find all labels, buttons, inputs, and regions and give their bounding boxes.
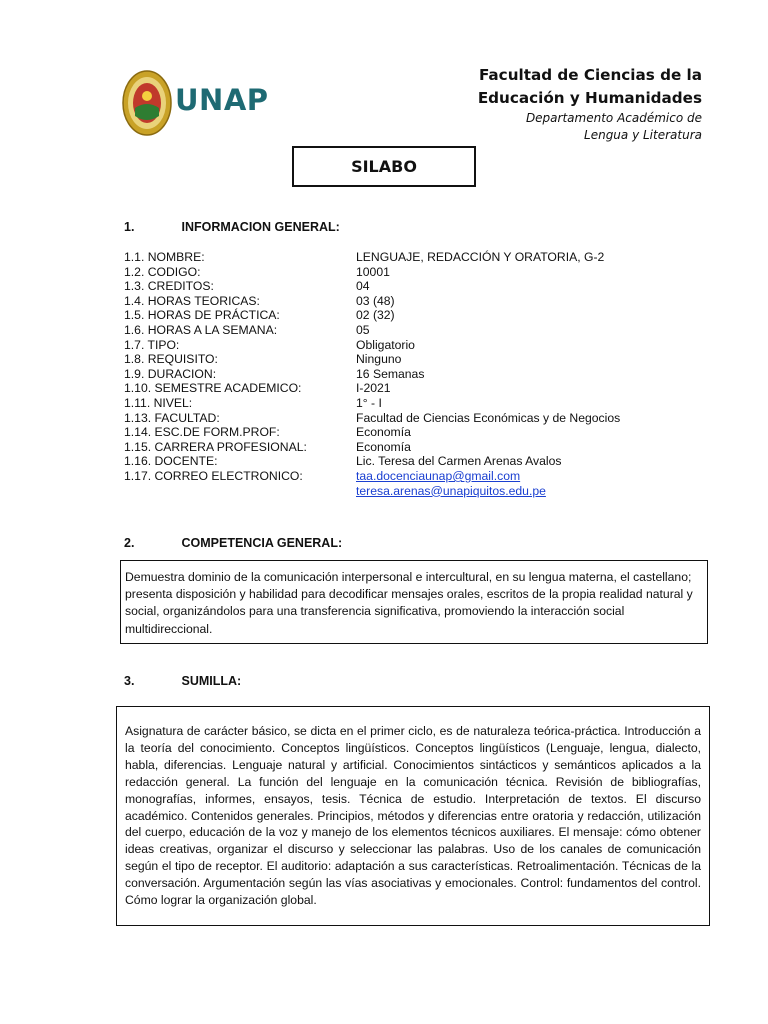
competencia-box — [120, 560, 708, 644]
info-label: 1.9. DURACION: — [124, 366, 217, 381]
info-label: 1.7. TIPO: — [124, 337, 180, 352]
info-value: LENGUAJE, REDACCIÓN Y ORATORIA, G-2 — [356, 250, 605, 264]
faculty-header — [478, 64, 702, 144]
info-row — [124, 469, 620, 484]
info-label: 1.14. ESC.DE FORM.PROF: — [124, 425, 280, 440]
info-label — [124, 484, 356, 499]
section-number: 2. — [124, 536, 135, 550]
section-title: SUMILLA: — [181, 674, 242, 688]
info-value: Lic. Teresa del Carmen Arenas Avalos — [356, 454, 562, 469]
info-row — [124, 250, 620, 265]
competencia-text: Demuestra dominio de la comunicación interpersonal e intercultural, en su lengua materna, el castellano; presenta disposición y habilidad para decodificar mensajes orales, escritos de la propia realidad natural y social, organizándolos para una transferencia significativa, promoviendo la interacción social multidireccional. — [125, 570, 693, 636]
university-seal-logo — [122, 70, 172, 136]
info-row — [124, 440, 620, 455]
email-link-2[interactable]: teresa.arenas@unapiquitos.edu.pe — [356, 483, 546, 498]
info-label: 1.3. CREDITOS: — [124, 279, 214, 294]
info-row — [124, 338, 620, 353]
section-number: 1. — [124, 220, 135, 234]
info-label: 1.4. HORAS TEORICAS: — [124, 293, 260, 308]
section-number: 3. — [124, 674, 135, 688]
info-label: 1.2. CODIGO: — [124, 264, 201, 279]
logo-text: UNAP — [175, 83, 269, 117]
email-link-1[interactable]: taa.docenciaunap@gmail.com — [356, 468, 521, 483]
section-2-heading — [124, 536, 342, 550]
info-row — [124, 265, 620, 280]
info-row — [124, 352, 620, 367]
info-value: Economía — [356, 425, 411, 440]
info-label: 1.17. CORREO ELECTRONICO: — [124, 468, 303, 483]
general-info-table — [124, 250, 620, 498]
info-row — [124, 411, 620, 426]
info-value: Obligatorio — [356, 337, 415, 352]
info-row — [124, 484, 620, 499]
document-title: SILABO — [351, 157, 417, 176]
info-value: 16 Semanas — [356, 366, 425, 381]
document-title-box — [292, 146, 476, 187]
section-1-heading — [124, 220, 340, 234]
info-label: 1.10. SEMESTRE ACADEMICO: — [124, 381, 302, 396]
info-row — [124, 308, 620, 323]
department-line2: Lengua y Literatura — [584, 128, 702, 142]
info-row — [124, 425, 620, 440]
info-label: 1.11. NIVEL: — [124, 395, 193, 410]
info-row — [124, 396, 620, 411]
section-title: INFORMACION GENERAL: — [181, 220, 340, 234]
info-row — [124, 323, 620, 338]
info-label: 1.13. FACULTAD: — [124, 410, 220, 425]
sumilla-text: Asignatura de carácter básico, se dicta en el primer ciclo, es de naturaleza teórica-práctica. Introducción a la teoría del conocimiento. Conceptos lingüísticos. Conceptos lingüísticos (Lenguaje, lengua, dialecto, habla, diferencias. Lenguaje natural y artificial. Conocimientos sintácticos y semánticos aplicados a la redacción general. La función del lenguaje en la comunicación técnica. Revisión de bibliografías, monografías, informes, ensayos, tesis. Técnica de estudio. Interpretación de textos. El discurso académico. Contenidos generales. Principios, métodos y diferencias entre oratoria y redacción, utilización del cuerpo, educación de la voz y manejo de los elementos técnicos auxiliares. El mensaje: cómo obtener ideas creativas, organizar el discurso y seleccionar las palabras. Uso de los canales de comunicación según el tipo de receptor. El auditorio: adaptación a sus características. Retroalimentación. Técnicas de la conversación. Argumentación según las vías asociativas y emocionales. Control: fundamentos del control. Cómo lograr la organización global. — [125, 724, 701, 908]
info-row — [124, 367, 620, 382]
section-3-heading — [124, 674, 241, 688]
info-label: 1.5. HORAS DE PRÁCTICA: — [124, 308, 280, 323]
faculty-name-line1: Facultad de Ciencias de la — [478, 66, 702, 84]
info-label: 1.6. HORAS A LA SEMANA: — [124, 322, 278, 337]
info-label: 1.15. CARRERA PROFESIONAL: — [124, 439, 307, 454]
info-value: 03 (48) — [356, 293, 395, 308]
section-title: COMPETENCIA GENERAL: — [181, 536, 343, 550]
info-value: Facultad de Ciencias Económicas y de Negocios — [356, 410, 621, 425]
info-label: 1.8. REQUISITO: — [124, 352, 218, 367]
info-value: 05 — [356, 322, 370, 337]
info-value: 10001 — [356, 264, 390, 279]
faculty-name-line2: Educación y Humanidades — [477, 89, 702, 107]
sumilla-box — [116, 706, 710, 926]
info-value: Economía — [356, 439, 411, 454]
info-label: 1.16. DOCENTE: — [124, 454, 218, 469]
info-row — [124, 381, 620, 396]
info-value: 02 (32) — [356, 308, 395, 323]
info-value: 1° - I — [356, 395, 382, 410]
info-row — [124, 294, 620, 309]
info-row — [124, 454, 620, 469]
info-value: Ninguno — [356, 352, 402, 367]
info-label: 1.1. NOMBRE: — [124, 250, 205, 264]
info-value: I-2021 — [356, 381, 391, 396]
info-value: 04 — [356, 279, 370, 294]
department-line1: Departamento Académico de — [525, 111, 702, 125]
info-row — [124, 279, 620, 294]
